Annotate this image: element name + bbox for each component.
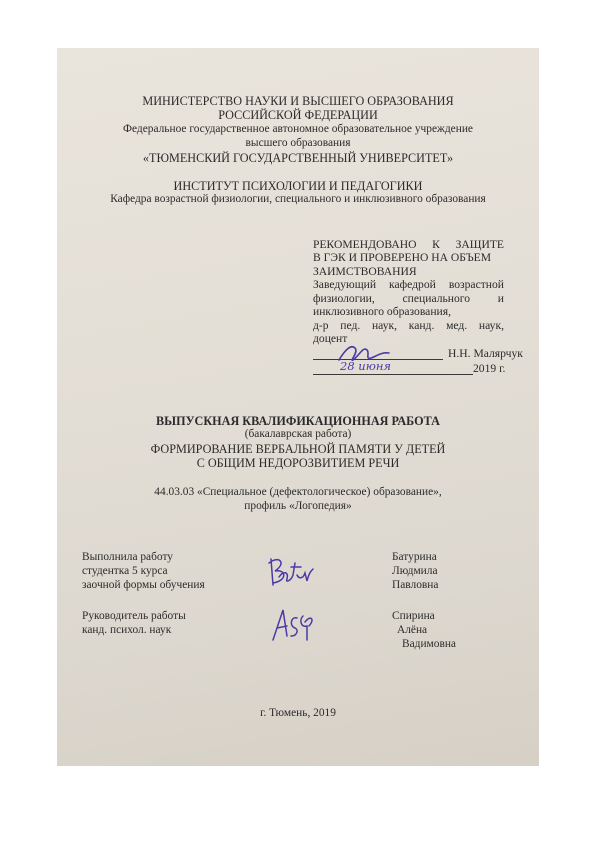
student-signature xyxy=(265,553,315,593)
work-title-line-1: ФОРМИРОВАНИЕ ВЕРБАЛЬНОЙ ПАМЯТИ У ДЕТЕЙ xyxy=(150,442,446,456)
supervisor-name: Алёна xyxy=(397,624,428,636)
approval-line-6: инклюзивного образования, xyxy=(313,305,451,318)
approval-line-5: физиологии, специального и xyxy=(313,292,504,305)
approval-date-handwritten: 28 июня xyxy=(340,359,392,373)
approval-date-line xyxy=(313,374,473,375)
place-and-year: г. Тюмень, 2019 xyxy=(260,707,336,719)
approval-signer: Н.Н. Малярчук xyxy=(448,347,523,360)
institution-line-1: Федеральное государственное автономное образовательное учреждение xyxy=(123,123,473,135)
institute-name: ИНСТИТУТ ПСИХОЛОГИИ И ПЕДАГОГИКИ xyxy=(173,179,423,193)
work-subtype: (бакалаврская работа) xyxy=(244,428,352,440)
specialty-line-2: профиль «Логопедия» xyxy=(244,500,352,512)
student-patronymic: Павловна xyxy=(392,579,439,591)
student-role-line-2: студентка 5 курса xyxy=(82,565,168,577)
specialty-line-1: 44.03.03 «Специальное (дефектологическое) образование», xyxy=(154,486,442,498)
approval-line-4: Заведующий кафедрой возрастной xyxy=(313,278,504,291)
supervisor-patronymic: Вадимовна xyxy=(402,638,456,650)
student-role-line-1: Выполнила работу xyxy=(82,551,173,563)
student-role-line-3: заочной формы обучения xyxy=(82,579,205,591)
university-name: «ТЮМЕНСКИЙ ГОСУДАРСТВЕННЫЙ УНИВЕРСИТЕТ» xyxy=(142,151,454,165)
approval-line-8: доцент xyxy=(313,332,348,345)
work-type: ВЫПУСКНАЯ КВАЛИФИКАЦИОННАЯ РАБОТА xyxy=(156,414,440,428)
approval-line-1: РЕКОМЕНДОВАНО К ЗАЩИТЕ xyxy=(313,238,504,251)
institution-line-2: высшего образования xyxy=(245,137,351,149)
supervisor-role-line-1: Руководитель работы xyxy=(82,610,186,622)
approval-line-7: д-р пед. наук, канд. мед. наук, xyxy=(313,319,504,332)
ministry-line-2: РОССИЙСКОЙ ФЕДЕРАЦИИ xyxy=(218,108,378,122)
supervisor-role-line-2: канд. психол. наук xyxy=(82,624,172,636)
supervisor-signature xyxy=(269,606,317,646)
student-name: Людмила xyxy=(392,565,438,577)
approval-line-2: В ГЭК И ПРОВЕРЕНО НА ОБЪЕМ xyxy=(313,251,492,264)
ministry-line-1: МИНИСТЕРСТВО НАУКИ И ВЫСШЕГО ОБРАЗОВАНИЯ xyxy=(142,94,454,108)
work-title-line-2: С ОБЩИМ НЕДОРОЗВИТИЕМ РЕЧИ xyxy=(196,456,400,470)
document-photo xyxy=(57,48,539,766)
approval-year: 2019 г. xyxy=(473,362,506,375)
supervisor-surname: Спирина xyxy=(392,610,435,622)
student-surname: Батурина xyxy=(392,551,437,563)
department-name: Кафедра возрастной физиологии, специального и инклюзивного образования xyxy=(110,193,486,205)
approval-line-3: ЗАИМСТВОВАНИЯ xyxy=(313,265,417,278)
